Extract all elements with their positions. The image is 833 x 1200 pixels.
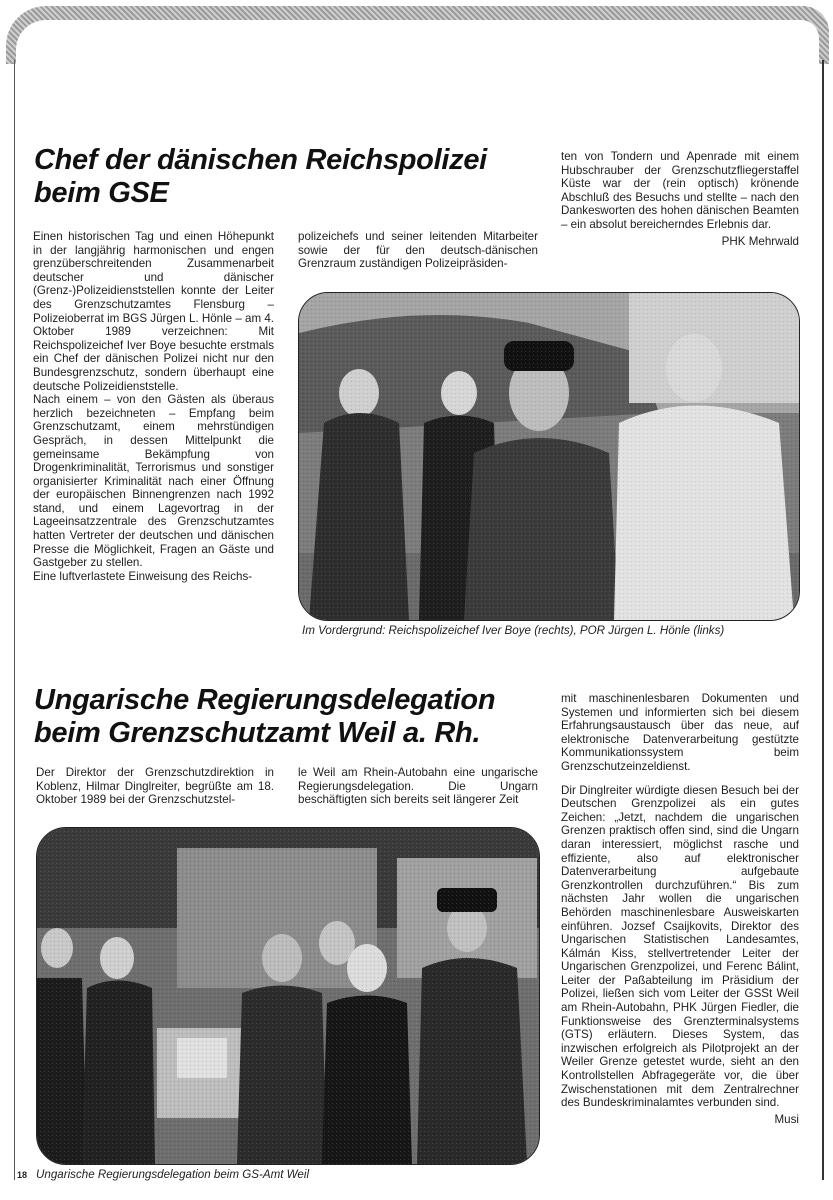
article1-column3	[561, 150, 799, 248]
article2-paragraph: le Weil am Rhein-Autobahn eine ungarische Regierungsdelegation. Die Ungarn beschäftigten sich bereits seit längerer Zeit	[298, 766, 538, 807]
article1-headline	[34, 144, 554, 210]
page-header-band	[6, 6, 829, 64]
article1-photo	[298, 292, 800, 621]
article1-column2	[298, 230, 538, 271]
article2-headline-line1: Ungarische Regierungsdelegation	[34, 684, 496, 716]
article1-headline-line2: beim GSE	[34, 177, 169, 209]
article1-paragraph: ten von Tondern und Apenrade mit einem Hubschrauber der Grenzschutzfliegerstaffel Küste war der (rein optisch) krönende Abschluß des Besuchs und stellte – nach den Dankesworten des hohen dänischen Beamten – ein absolut bereicherndes Erlebnis dar.	[561, 150, 799, 231]
article1-column1	[33, 230, 274, 583]
article2-paragraph: mit maschinenlesbaren Dokumenten und Systemen und informierten sich bei diesem Erfahrungsaustausch über das neue, auf elektronische Datenverarbeitung gestützte Kommunikationssystem beim Grenzschutzeinzeldienst.	[561, 692, 799, 773]
article2-paragraph: Dir Dinglreiter würdigte diesen Besuch bei der Deutschen Grenzpolizei als ein gutes Zeichen: „Jetzt, nachdem die ungarischen Grenzen praktisch offen sind, sind die Ungarn daran interessiert, möglichst rasche und effiziente, also auf elektronischer Datenverarbeitung aufgebaute Grenzkontrollen durchzuführen.“ Bis zum nächsten Jahr wollen die ungarischen Behörden maschinenlesbare Ausweiskarten einführen. Jozsef Csaijkovits, Direktor des Ungarischen Statistischen Landesamtes, Kálmán Kiss, stellvertretender Leiter der Ungarischen Grenzpolizei, und Ferenc Bálint, Leiter der Paßabteilung im Präsidium der Polizei, ließen sich vom Leiter der GSSt Weil am Rhein-Autobahn, PHK Jürgen Fiedler, die Funktionsweise des Grenzterminalsystems (GTS) erläutern. Dieses System, das inzwischen erfolgreich als Pilotprojekt an der Weiler Grenze getestet wurde, sieht an den Kontrollstellen Abfragegeräte vor, die über Zwischenstationen mit dem Zentralrechner des Bundeskriminalamtes verbunden sind.	[561, 783, 799, 1110]
article1-paragraph: Einen historischen Tag und einen Höhepunkt in der langjährig harmonischen und engen grenzüberschreitenden Zusammenarbeit deutscher und dänischer (Grenz-)Polizeidienststellen konnte der Leiter des Grenzschutzamtes Flensburg – Polizeioberrat im BGS Jürgen L. Hönle – am 4. Oktober 1989 verzeichnen: Mit Reichspolizeichef Iver Boye besuchte erstmals ein Chef der dänischen Polizei nicht nur den Bundesgrenzschutz, sondern überhaupt eine deutsche Polizeidienststelle.	[33, 230, 275, 393]
article2-column2	[298, 766, 538, 807]
article2-photo-caption: Ungarische Regierungsdelegation beim GS-Amt Weil	[36, 1168, 310, 1181]
article2-paragraph: Der Direktor der Grenzschutzdirektion in Koblenz, Hilmar Dinglreiter, begrüßte am 18. Oktober 1989 bei der Grenzschutzstel-	[36, 766, 274, 807]
article2-column3	[561, 692, 799, 1126]
left-margin-rule	[14, 60, 15, 1180]
article2-headline-line2: beim Grenzschutzamt Weil a. Rh.	[34, 717, 481, 749]
article1-headline-line1: Chef der dänischen Reichspolizei	[34, 144, 487, 176]
article2-photo	[36, 827, 540, 1165]
right-margin-rule	[822, 60, 824, 1180]
article2-author: Musi	[774, 1112, 799, 1126]
article1-paragraph: Eine luftverlastete Einweisung des Reichs-	[33, 569, 253, 583]
page-number: 18	[17, 1170, 28, 1180]
article1-photo-caption: Im Vordergrund: Reichspolizeichef Iver Boye (rechts), POR Jürgen L. Hönle (links)	[302, 624, 725, 637]
article1-paragraph: polizeichefs und seiner leitenden Mitarbeiter sowie der für den deutsch-dänischen Grenzraum zuständigen Polizeipräsiden-	[298, 230, 538, 271]
article2-column1	[36, 766, 274, 807]
article1-paragraph: Nach einem – von den Gästen als überaus herzlich bezeichneten – Empfang beim Grenzschutzamt, einem mehrstündigen Gespräch, in dessen Mittelpunkt die gemeinsame Bekämpfung von Drogenkriminalität, Terrorismus und sonstiger organisierter Kriminalität nach einer Öffnung der europäischen Binnengrenzen nach 1992 stand, und einem Lagevortrag in der Lageeinsatzzentrale des Grenzschutzamtes hatten Vertreter der deutschen und dänischen Presse die Möglichkeit, Fragen an Gäste und Gastgeber zu stellen.	[33, 393, 274, 570]
article2-headline	[34, 684, 554, 750]
article1-author: PHK Mehrwald	[721, 234, 799, 248]
